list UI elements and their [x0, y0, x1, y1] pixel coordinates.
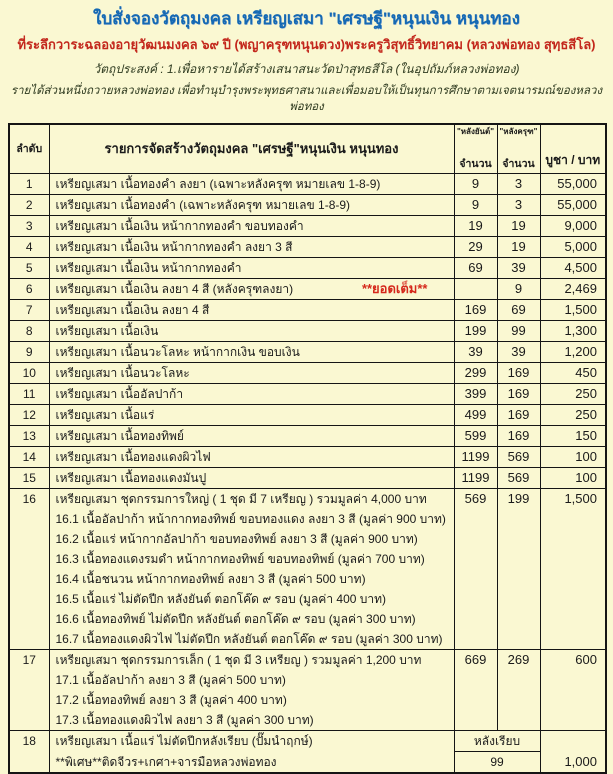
qty-yant: 9: [454, 174, 497, 195]
qty-yant: 599: [454, 426, 497, 447]
row-number: 2: [9, 195, 49, 216]
qty-krut: 39: [497, 258, 540, 279]
sub-item-description: 16.1 เนื้ออัลปาก้า หน้ากากทองทิพย์ ขอบทองแดง ลงยา 3 สี (มูลค่า 900 บาท): [49, 509, 454, 529]
table-row: [9, 321, 606, 342]
price: 1,500: [540, 300, 606, 321]
row-number: 14: [9, 447, 49, 468]
sub-item-description: 16.5 เนื้อแร่ ไม่ตัดปีก หลังยันต์ ตอกโค๊ด ๙ รอบ (มูลค่า 400 บาท): [49, 589, 454, 609]
table-subrow: [9, 752, 606, 774]
col-header-item: รายการจัดสร้างวัตถุมงคล "เศรษฐี"หนุนเงิน หนุนทอง: [49, 124, 454, 174]
col-header-price: บูชา / บาท: [540, 124, 606, 174]
table-row: [9, 279, 606, 300]
qty-yant: 69: [454, 258, 497, 279]
qty-merged: 99: [454, 752, 540, 774]
price: 150: [540, 426, 606, 447]
qty-krut: 199: [497, 489, 540, 650]
table-row-set-small: [9, 650, 606, 671]
qty-krut: 169: [497, 405, 540, 426]
table-row: [9, 342, 606, 363]
col-header-krut-qty: จำนวน: [502, 158, 535, 170]
row-number: 18: [9, 731, 49, 774]
item-description: เหรียญเสมา เนื้อนวะโลหะ: [49, 363, 454, 384]
qty-krut: 169: [497, 384, 540, 405]
qty-yant: [454, 279, 497, 300]
row-number: 4: [9, 237, 49, 258]
item-description: เหรียญเสมา เนื้อทองคำ (เฉพาะหลังครุฑ หมายเลข 1-8-9): [49, 195, 454, 216]
qty-krut: 19: [497, 237, 540, 258]
item-description: เหรียญเสมา ชุดกรรมการใหญ่ ( 1 ชุด มี 7 เหรียญ ) รวมมูลค่า 4,000 บาท: [49, 489, 454, 510]
row-number: 15: [9, 468, 49, 489]
item-description: เหรียญเสมา เนื้อแร่ ไม่ตัดปีกหลังเรียบ (ปั๊มนำฤกษ์): [49, 731, 454, 752]
qty-yant: 1199: [454, 447, 497, 468]
price: 9,000: [540, 216, 606, 237]
item-description-text: เหรียญเสมา เนื้อเงิน ลงยา 4 สี (หลังครุฑลงยา): [55, 282, 294, 296]
sub-item-description: 16.6 เนื้อทองทิพย์ ไม่ตัดปีก หลังยันต์ ตอกโค๊ด ๙ รอบ (มูลค่า 300 บาท): [49, 609, 454, 629]
qty-yant: 499: [454, 405, 497, 426]
sub-item-description: 17.1 เนื้ออัลปาก้า ลงยา 3 สี (มูลค่า 500 บาท): [49, 670, 454, 690]
price: 100: [540, 468, 606, 489]
back-plain-label: หลังเรียบ: [454, 731, 540, 752]
col-header-no: ลำดับ: [9, 124, 49, 174]
price: 55,000: [540, 195, 606, 216]
col-header-krut: [497, 124, 540, 174]
row-number: 12: [9, 405, 49, 426]
qty-yant: 199: [454, 321, 497, 342]
qty-yant: 169: [454, 300, 497, 321]
row-number: 13: [9, 426, 49, 447]
qty-krut: 9: [497, 279, 540, 300]
qty-yant: 569: [454, 489, 497, 650]
table-row: [9, 468, 606, 489]
item-description: เหรียญเสมา เนื้อทองแดงผิวไฟ: [49, 447, 454, 468]
table-row: [9, 216, 606, 237]
qty-krut: 99: [497, 321, 540, 342]
price: 55,000: [540, 174, 606, 195]
qty-krut: 39: [497, 342, 540, 363]
sub-item-description: 16.4 เนื้อชนวน หน้ากากทองทิพย์ ลงยา 3 สี (มูลค่า 500 บาท): [49, 569, 454, 589]
table-row: [9, 405, 606, 426]
item-description: เหรียญเสมา เนื้อทองทิพย์: [49, 426, 454, 447]
table-row: [9, 447, 606, 468]
price: 1,300: [540, 321, 606, 342]
sub-item-description: 16.3 เนื้อทองแดงรมดำ หน้ากากทองทิพย์ ขอบทองทิพย์ (มูลค่า 700 บาท): [49, 549, 454, 569]
price: 250: [540, 405, 606, 426]
item-description: เหรียญเสมา เนื้อเงิน หน้ากากทองคำ ลงยา 3 สี: [49, 237, 454, 258]
table-row: [9, 258, 606, 279]
qty-krut: 169: [497, 426, 540, 447]
sold-out-note: **ยอดเต็ม**: [361, 281, 428, 296]
item-description: เหรียญเสมา เนื้อเงิน หน้ากากทองคำ ขอบทองคำ: [49, 216, 454, 237]
col-header-yant-qty: จำนวน: [459, 158, 492, 170]
table-row: [9, 363, 606, 384]
table-row-special: [9, 731, 606, 752]
sub-item-description: 17.2 เนื้อทองทิพย์ ลงยา 3 สี (มูลค่า 400 บาท): [49, 690, 454, 710]
page-title: ใบสั่งจองวัตถุมงคล เหรียญเสมา "เศรษฐี"หนุนเงิน หนุนทอง: [93, 9, 520, 28]
item-description: เหรียญเสมา ชุดกรรมการเล็ก ( 1 ชุด มี 3 เหรียญ ) รวมมูลค่า 1,200 บาท: [49, 650, 454, 671]
item-description: เหรียญเสมา เนื้อนวะโลหะ หน้ากากเงิน ขอบเงิน: [49, 342, 454, 363]
price: 600: [540, 650, 606, 731]
qty-krut: 3: [497, 195, 540, 216]
item-description: เหรียญเสมา เนื้ออัลปาก้า: [49, 384, 454, 405]
qty-yant: 299: [454, 363, 497, 384]
qty-yant: 19: [454, 216, 497, 237]
table-row: [9, 237, 606, 258]
price: 450: [540, 363, 606, 384]
qty-krut: 19: [497, 216, 540, 237]
item-description: [49, 279, 454, 300]
item-description: เหรียญเสมา เนื้อแร่: [49, 405, 454, 426]
table-row: [9, 426, 606, 447]
price: 100: [540, 447, 606, 468]
qty-yant: 399: [454, 384, 497, 405]
price: 1,200: [540, 342, 606, 363]
row-number: 8: [9, 321, 49, 342]
sub-item-description: 16.2 เนื้อแร่ หน้ากากอัลปาก้า ขอบทองทิพย์ ลงยา 3 สี (มูลค่า 900 บาท): [49, 529, 454, 549]
row-number: 16: [9, 489, 49, 650]
purpose-line: วัตถุประสงค์ : 1.เพื่อหารายได้สร้างเสนาสนะวัดป่าสุทธสีโล (ในอุปถัมภ์หลวงพ่อทอง): [93, 62, 520, 76]
col-header-krut-label: "หลังครุฑ": [499, 127, 538, 136]
item-description: เหรียญเสมา เนื้อเงิน ลงยา 4 สี: [49, 300, 454, 321]
special-note: **พิเศษ**ติดจีวร+เกศา+จารมือหลวงพ่อทอง: [49, 752, 454, 774]
qty-krut: 3: [497, 174, 540, 195]
income-note: รายได้ส่วนหนึ่งถวายหลวงพ่อทอง เพื่อทำนุบำรุงพระพุทธศาสนาและเพื่อมอบให้เป็นทุนการศึกษาตามเจตนารมณ์ของหลวงพ่อทอง: [10, 85, 603, 113]
row-number: 3: [9, 216, 49, 237]
table-row: [9, 195, 606, 216]
table-row: [9, 384, 606, 405]
occasion-subtitle: ที่ระลึกวาระฉลองอายุวัฒนมงคล ๖๙ ปี (พญาครุฑหนุนดวง)พระครูวิสุทธิ์วิทยาคม (หลวงพ่อทอง สุทฺธสีโล): [17, 37, 596, 52]
row-number: 1: [9, 174, 49, 195]
price: 2,469: [540, 279, 606, 300]
price: 4,500: [540, 258, 606, 279]
row-number: 11: [9, 384, 49, 405]
qty-krut: 69: [497, 300, 540, 321]
item-description: เหรียญเสมา เนื้อเงิน: [49, 321, 454, 342]
table-row: [9, 300, 606, 321]
price: 1,500: [540, 489, 606, 650]
price: 5,000: [540, 237, 606, 258]
order-table: [8, 123, 607, 774]
qty-yant: 1199: [454, 468, 497, 489]
row-number: 6: [9, 279, 49, 300]
item-description: เหรียญเสมา เนื้อทองแดงมันปู: [49, 468, 454, 489]
table-row-set-large: [9, 489, 606, 510]
qty-yant: 669: [454, 650, 497, 731]
price: 1,000: [540, 731, 606, 774]
row-number: 5: [9, 258, 49, 279]
col-header-yant-label: "หลังยันต์": [456, 127, 495, 136]
table-row: [9, 174, 606, 195]
price: 250: [540, 384, 606, 405]
sub-item-description: 16.7 เนื้อทองแดงผิวไฟ ไม่ตัดปีก หลังยันต์ ตอกโค๊ด ๙ รอบ (มูลค่า 300 บาท): [49, 629, 454, 650]
qty-krut: 269: [497, 650, 540, 731]
row-number: 7: [9, 300, 49, 321]
item-description: เหรียญเสมา เนื้อเงิน หน้ากากทองคำ: [49, 258, 454, 279]
row-number: 17: [9, 650, 49, 731]
qty-yant: 29: [454, 237, 497, 258]
qty-krut: 169: [497, 363, 540, 384]
qty-krut: 569: [497, 468, 540, 489]
row-number: 10: [9, 363, 49, 384]
qty-yant: 9: [454, 195, 497, 216]
table-header-row: [9, 124, 606, 174]
qty-yant: 39: [454, 342, 497, 363]
item-description: เหรียญเสมา เนื้อทองคำ ลงยา (เฉพาะหลังครุฑ หมายเลข 1-8-9): [49, 174, 454, 195]
sub-item-description: 17.3 เนื้อทองแดงผิวไฟ ลงยา 3 สี (มูลค่า 300 บาท): [49, 710, 454, 731]
col-header-yant: [454, 124, 497, 174]
row-number: 9: [9, 342, 49, 363]
qty-krut: 569: [497, 447, 540, 468]
